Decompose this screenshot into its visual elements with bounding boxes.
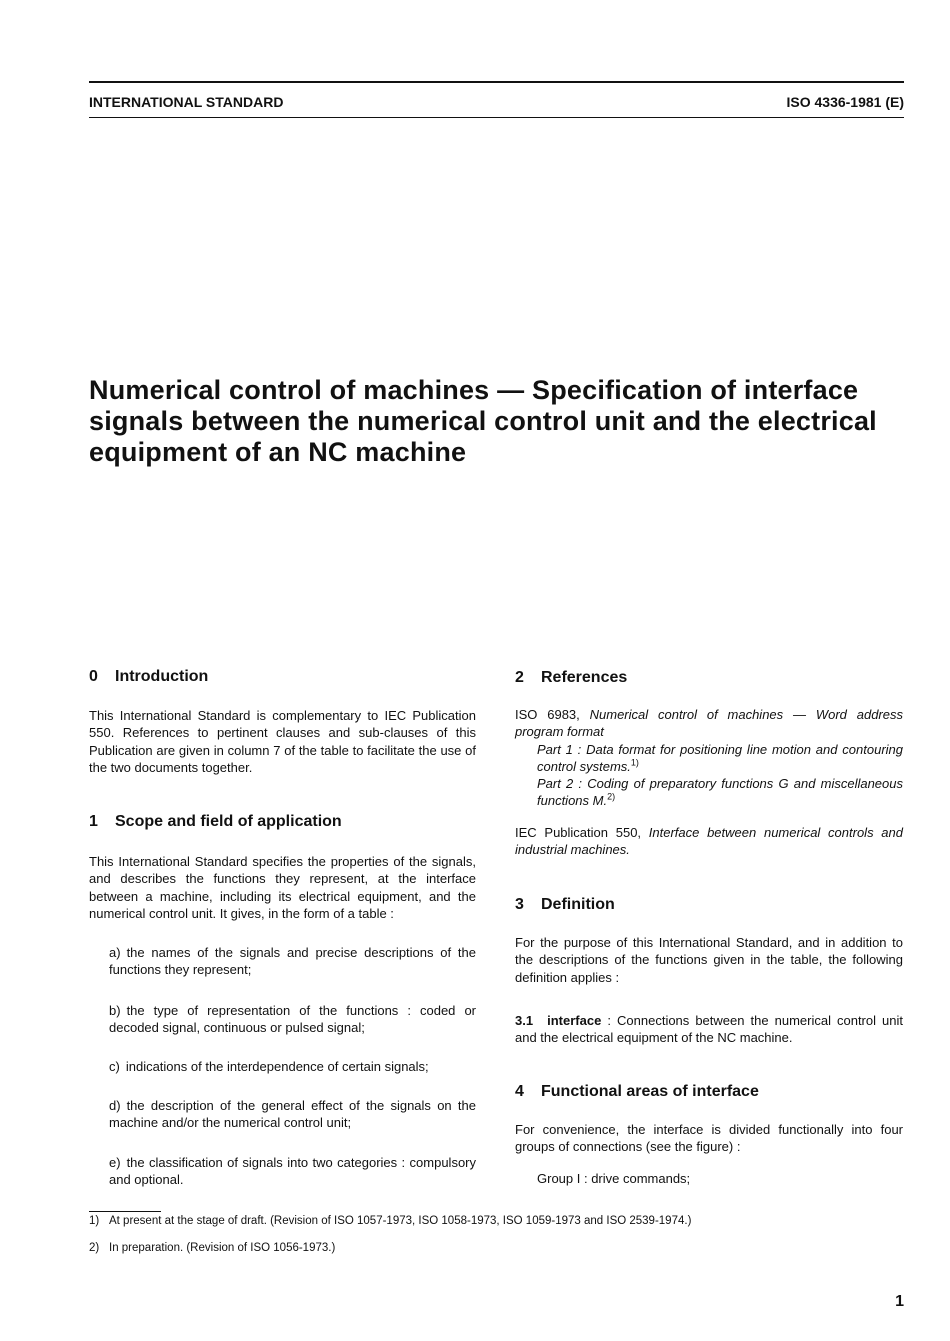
item-label: b) (109, 1003, 121, 1018)
definition-text: For the purpose of this International Standard, and in addition to the descriptions of the functions given in the table, the following definition applies : (515, 935, 903, 985)
section-number: 2 (515, 669, 524, 686)
section-heading-definition (515, 896, 903, 914)
item-text: the type of representation of the functions : coded or decoded signal, continuous or pulsed signal; (109, 1003, 476, 1036)
group-1-item: Group I : drive commands; (537, 1171, 691, 1186)
item-label: a) (109, 945, 121, 960)
section-number: 3 (515, 896, 524, 913)
item-text: the classification of signals into two categories : compulsory and optional. (109, 1155, 476, 1188)
reference-part-2 (515, 775, 903, 810)
item-label: e) (109, 1155, 121, 1170)
header-top-rule (89, 81, 904, 83)
section-title: Scope and field of application (115, 813, 342, 830)
document-type: INTERNATIONAL STANDARD (89, 94, 284, 110)
item-text: the names of the signals and precise descriptions of the functions they represent; (109, 945, 476, 978)
item-text: the description of the general effect of the signals on the machine and/or the numerical control unit; (109, 1098, 476, 1131)
footnote-rule (89, 1211, 161, 1212)
functional-areas-text: For convenience, the interface is divided functionally into four groups of connections (see the figure) : (515, 1122, 903, 1155)
scope-item-b (109, 1002, 476, 1037)
introduction-text: This International Standard is complementary to IEC Publication 550. References to pertinent clauses and sub-clauses of this Publication are given in column 7 of the table to facilitate the use of the two documents together. (89, 708, 476, 775)
part-title: Part 2 : Coding of preparatory functions G and miscellaneous functions M. (537, 776, 903, 809)
scope-text: This International Standard specifies the properties of the signals, and describes the functions they represent, at the interface between a machine, including its electrical equipment, and the numerical control unit. It gives, in the form of a table : (89, 854, 476, 921)
footnote-number: 1) (89, 1215, 100, 1227)
footnote-marker: 1) (630, 757, 639, 768)
reference-number: ISO 6983, (515, 707, 580, 722)
section-title: References (541, 669, 628, 686)
section-number: 0 (89, 668, 98, 685)
footnote-number: 2) (89, 1242, 100, 1254)
defined-term: interface (547, 1013, 602, 1028)
scope-item-c (109, 1058, 476, 1075)
definition-body: : Connections between the numerical control unit and the electrical equipment of the NC machine. (515, 1013, 904, 1046)
footnote-1 (89, 1215, 691, 1227)
section-title: Functional areas of interface (541, 1083, 759, 1100)
page-number: 1 (895, 1293, 904, 1310)
reference-title: Interface between numerical controls and industrial machines. (515, 825, 903, 858)
header-bottom-rule (89, 117, 904, 118)
reference-number: IEC Publication 550, (515, 825, 642, 840)
footnote-2 (89, 1242, 335, 1254)
definition-3-1 (515, 1012, 903, 1047)
footnote-text: At present at the stage of draft. (Revision of ISO 1057-1973, ISO 1058-1973, ISO 1059-1973 and ISO 2539-1974.) (109, 1215, 692, 1227)
footnote-text: In preparation. (Revision of ISO 1056-1973.) (109, 1242, 336, 1254)
section-heading-functional-areas (515, 1083, 903, 1101)
reference-title: Numerical control of machines — Word address program format (515, 707, 903, 740)
footnote-marker: 2) (607, 792, 616, 803)
document-title: Numerical control of machines — Specification of interface signals between the numerical control unit and the electrical equipment of an NC machine (89, 375, 877, 467)
section-heading-scope (89, 813, 476, 831)
section-heading-references (515, 669, 903, 687)
item-label: d) (109, 1098, 121, 1113)
reference-iec-550 (515, 824, 903, 859)
section-title: Introduction (115, 668, 209, 685)
reference-iso-6983 (515, 706, 903, 810)
standard-number: ISO 4336-1981 (E) (786, 94, 904, 110)
scope-item-e (109, 1154, 476, 1189)
section-title: Definition (541, 896, 615, 913)
part-title: Part 1 : Data format for positioning line motion and contouring control systems. (537, 741, 903, 774)
item-label: c) (109, 1059, 120, 1074)
scope-item-d (109, 1097, 476, 1132)
section-heading-introduction (89, 668, 476, 686)
section-number: 1 (89, 813, 98, 830)
item-text: indications of the interdependence of certain signals; (125, 1059, 429, 1074)
reference-part-1 (515, 741, 903, 776)
section-number: 4 (515, 1083, 524, 1100)
clause-number: 3.1 (515, 1013, 534, 1028)
scope-item-a (109, 944, 476, 979)
